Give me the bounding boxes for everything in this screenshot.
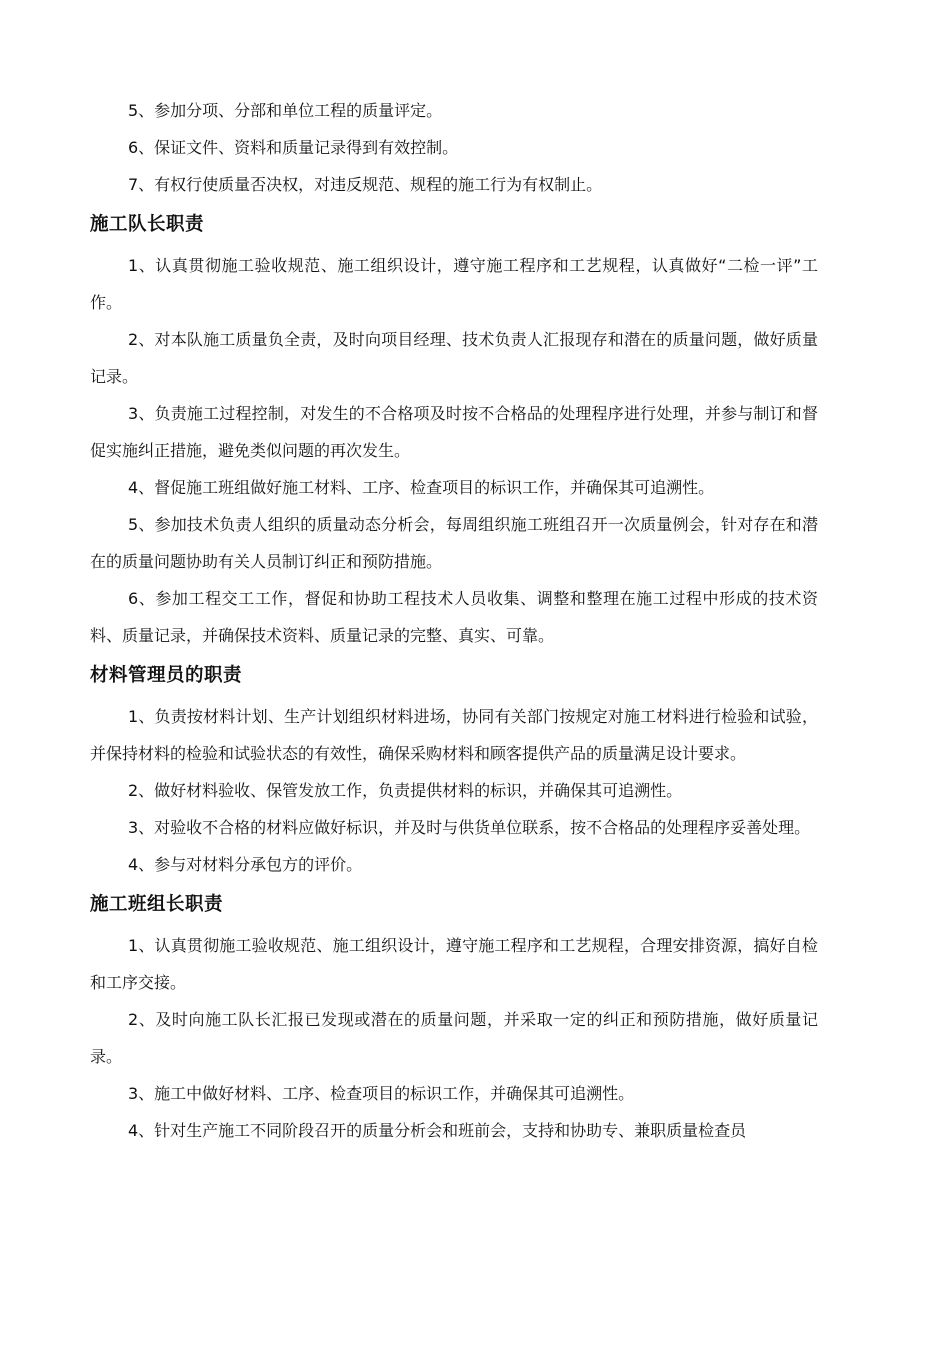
paragraph: 4、针对生产施工不同阶段召开的质量分析会和班前会，支持和协助专、兼职质量检查员 [128,1121,747,1140]
section-team-leader [90,203,818,654]
paragraph: 3、负责施工过程控制，对发生的不合格项及时按不合格品的处理程序进行处理，并参与制订和督促实施纠正措施，避免类似问题的再次发生。 [90,404,818,460]
section-title: 材料管理员的职责 [90,665,243,686]
paragraph: 1、认真贯彻施工验收规范、施工组织设计，遵守施工程序和工艺规程，合理安排资源，搞好自检和工序交接。 [90,936,818,992]
section-crew-leader [90,883,818,1149]
paragraph: 3、对验收不合格的材料应做好标识，并及时与供货单位联系，按不合格品的处理程序妥善处理。 [128,818,811,837]
paragraph: 1、负责按材料计划、生产计划组织材料进场，协同有关部门按规定对施工材料进行检验和试验，并保持材料的检验和试验状态的有效性，确保采购材料和顾客提供产品的质量满足设计要求。 [90,707,818,763]
paragraph: 3、施工中做好材料、工序、检查项目的标识工作，并确保其可追溯性。 [128,1084,635,1103]
paragraph: 5、参加技术负责人组织的质量动态分析会，每周组织施工班组召开一次质量例会，针对存在和潜在的质量问题协助有关人员制订纠正和预防措施。 [90,515,818,571]
paragraph: 4、参与对材料分承包方的评价。 [128,855,363,874]
section-title: 施工队长职责 [90,214,205,235]
intro-block [90,92,818,203]
paragraph: 6、保证文件、资料和质量记录得到有效控制。 [128,138,459,157]
paragraph: 2、对本队施工质量负全责，及时向项目经理、技术负责人汇报现存和潜在的质量问题，做好质量记录。 [90,330,818,386]
paragraph: 4、督促施工班组做好施工材料、工序、检查项目的标识工作，并确保其可追溯性。 [128,478,715,497]
paragraph: 7、有权行使质量否决权，对违反规范、规程的施工行为有权制止。 [128,175,603,194]
section-material-manager [90,654,818,883]
paragraph: 2、做好材料验收、保管发放工作，负责提供材料的标识，并确保其可追溯性。 [128,781,683,800]
paragraph: 2、及时向施工队长汇报已发现或潜在的质量问题，并采取一定的纠正和预防措施，做好质量记录。 [90,1010,818,1066]
paragraph: 6、参加工程交工工作，督促和协助工程技术人员收集、调整和整理在施工过程中形成的技术资料、质量记录，并确保技术资料、质量记录的完整、真实、可靠。 [90,589,818,645]
section-title: 施工班组长职责 [90,894,224,915]
paragraph: 1、认真贯彻施工验收规范、施工组织设计，遵守施工程序和工艺规程，认真做好“二检一评”工作。 [90,256,818,312]
document-page [90,92,818,1149]
paragraph: 5、参加分项、分部和单位工程的质量评定。 [128,101,443,120]
